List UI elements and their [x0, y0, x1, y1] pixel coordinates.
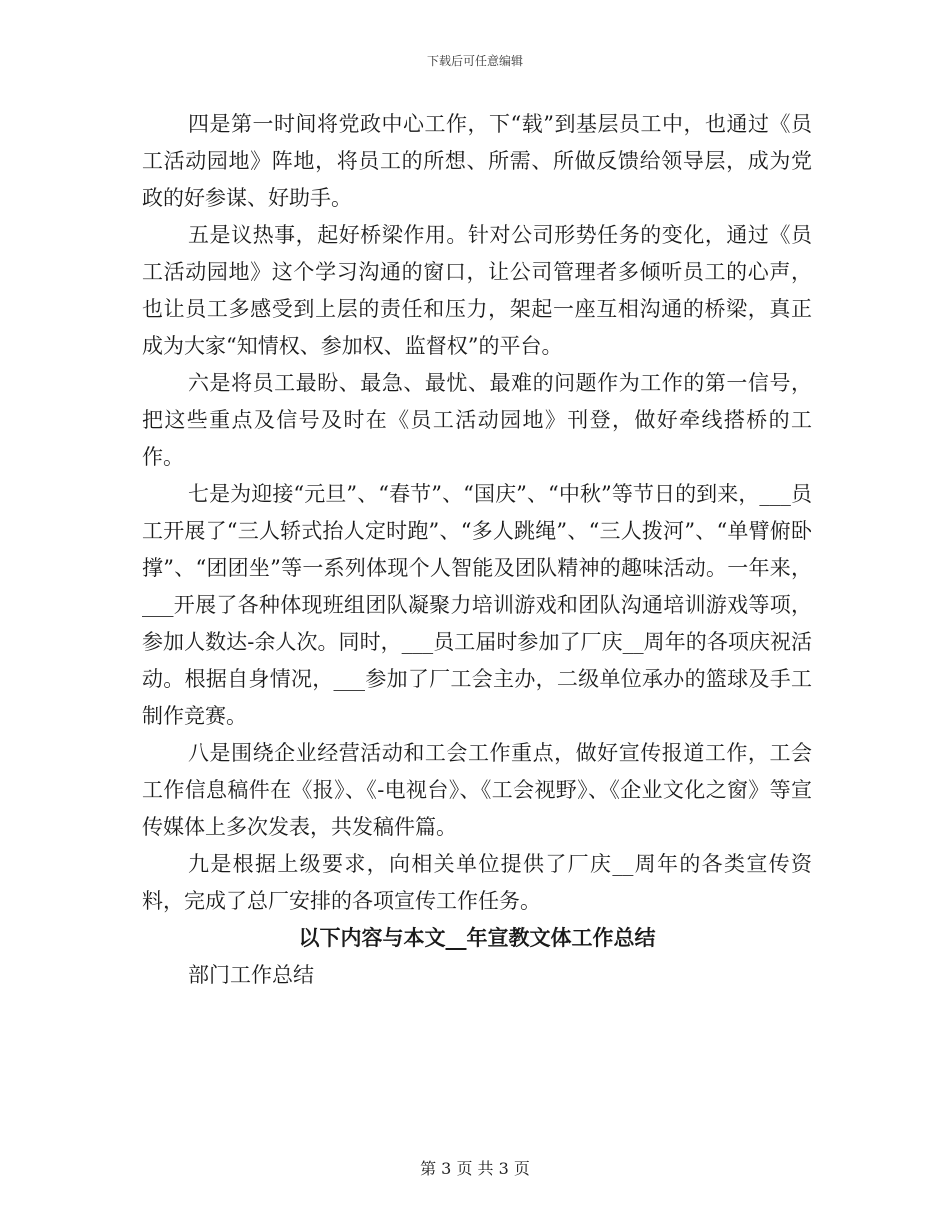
paragraph-8: 八是围绕企业经营活动和工会工作重点，做好宣传报道工作，工会工作信息稿件在《报》、《-电视台》、《工会视野》、《企业文化之窗》等宣传媒体上多次发表，共发稿件篇。: [142, 741, 812, 839]
paragraph-6: 六是将员工最盼、最急、最忧、最难的问题作为工作的第一信号，把这些重点及信号及时在《员工活动园地》刊登，做好牵线搭桥的工作。: [142, 371, 812, 469]
page-footer: 第 3 页 共 3 页: [420, 1159, 530, 1178]
paragraph-7: 七是为迎接“元旦”、“春节”、“国庆”、“中秋”等节日的到来，___员工开展了“三人轿式抬人定时跑”、“多人跳绳”、“三人拨河”、“单臂俯卧撑”、“团团坐”等一系列体现个人智能及团队精神的趣味活动。一年来，___开展了各种体现班组团队凝聚力培训游戏和团队沟通培训游戏等项，参加人数达-余人次。同时，___员工届时参加了厂庆__周年的各项庆祝活动。根据自身情况，___参加了厂工会主办，二级单位承办的篮球及手工制作竞赛。: [142, 482, 812, 728]
page-header: 下载后可任意编辑: [426, 54, 523, 68]
paragraph-9: 九是根据上级要求，向相关单位提供了厂庆__周年的各类宣传资料，完成了总厂安排的各项宣传工作任务。: [142, 852, 812, 913]
document-body: [142, 106, 812, 994]
section-heading: 以下内容与本文__年宣教文体工作总结: [298, 926, 656, 950]
paragraph-5: 五是议热事，起好桥梁作用。针对公司形势任务的变化，通过《员工活动园地》这个学习沟通的窗口，让公司管理者多倾听员工的心声，也让员工多感受到上层的责任和压力，架起一座互相沟通的桥梁，真正成为大家“知情权、参加权、监督权”的平台。: [142, 223, 812, 358]
closing-paragraph: 部门工作总结: [188, 963, 314, 987]
paragraph-4: 四是第一时间将党政中心工作，下“载”到基层员工中，也通过《员工活动园地》阵地，将员工的所想、所需、所做反馈给领导层，成为党政的好参谋、好助手。: [142, 112, 812, 210]
